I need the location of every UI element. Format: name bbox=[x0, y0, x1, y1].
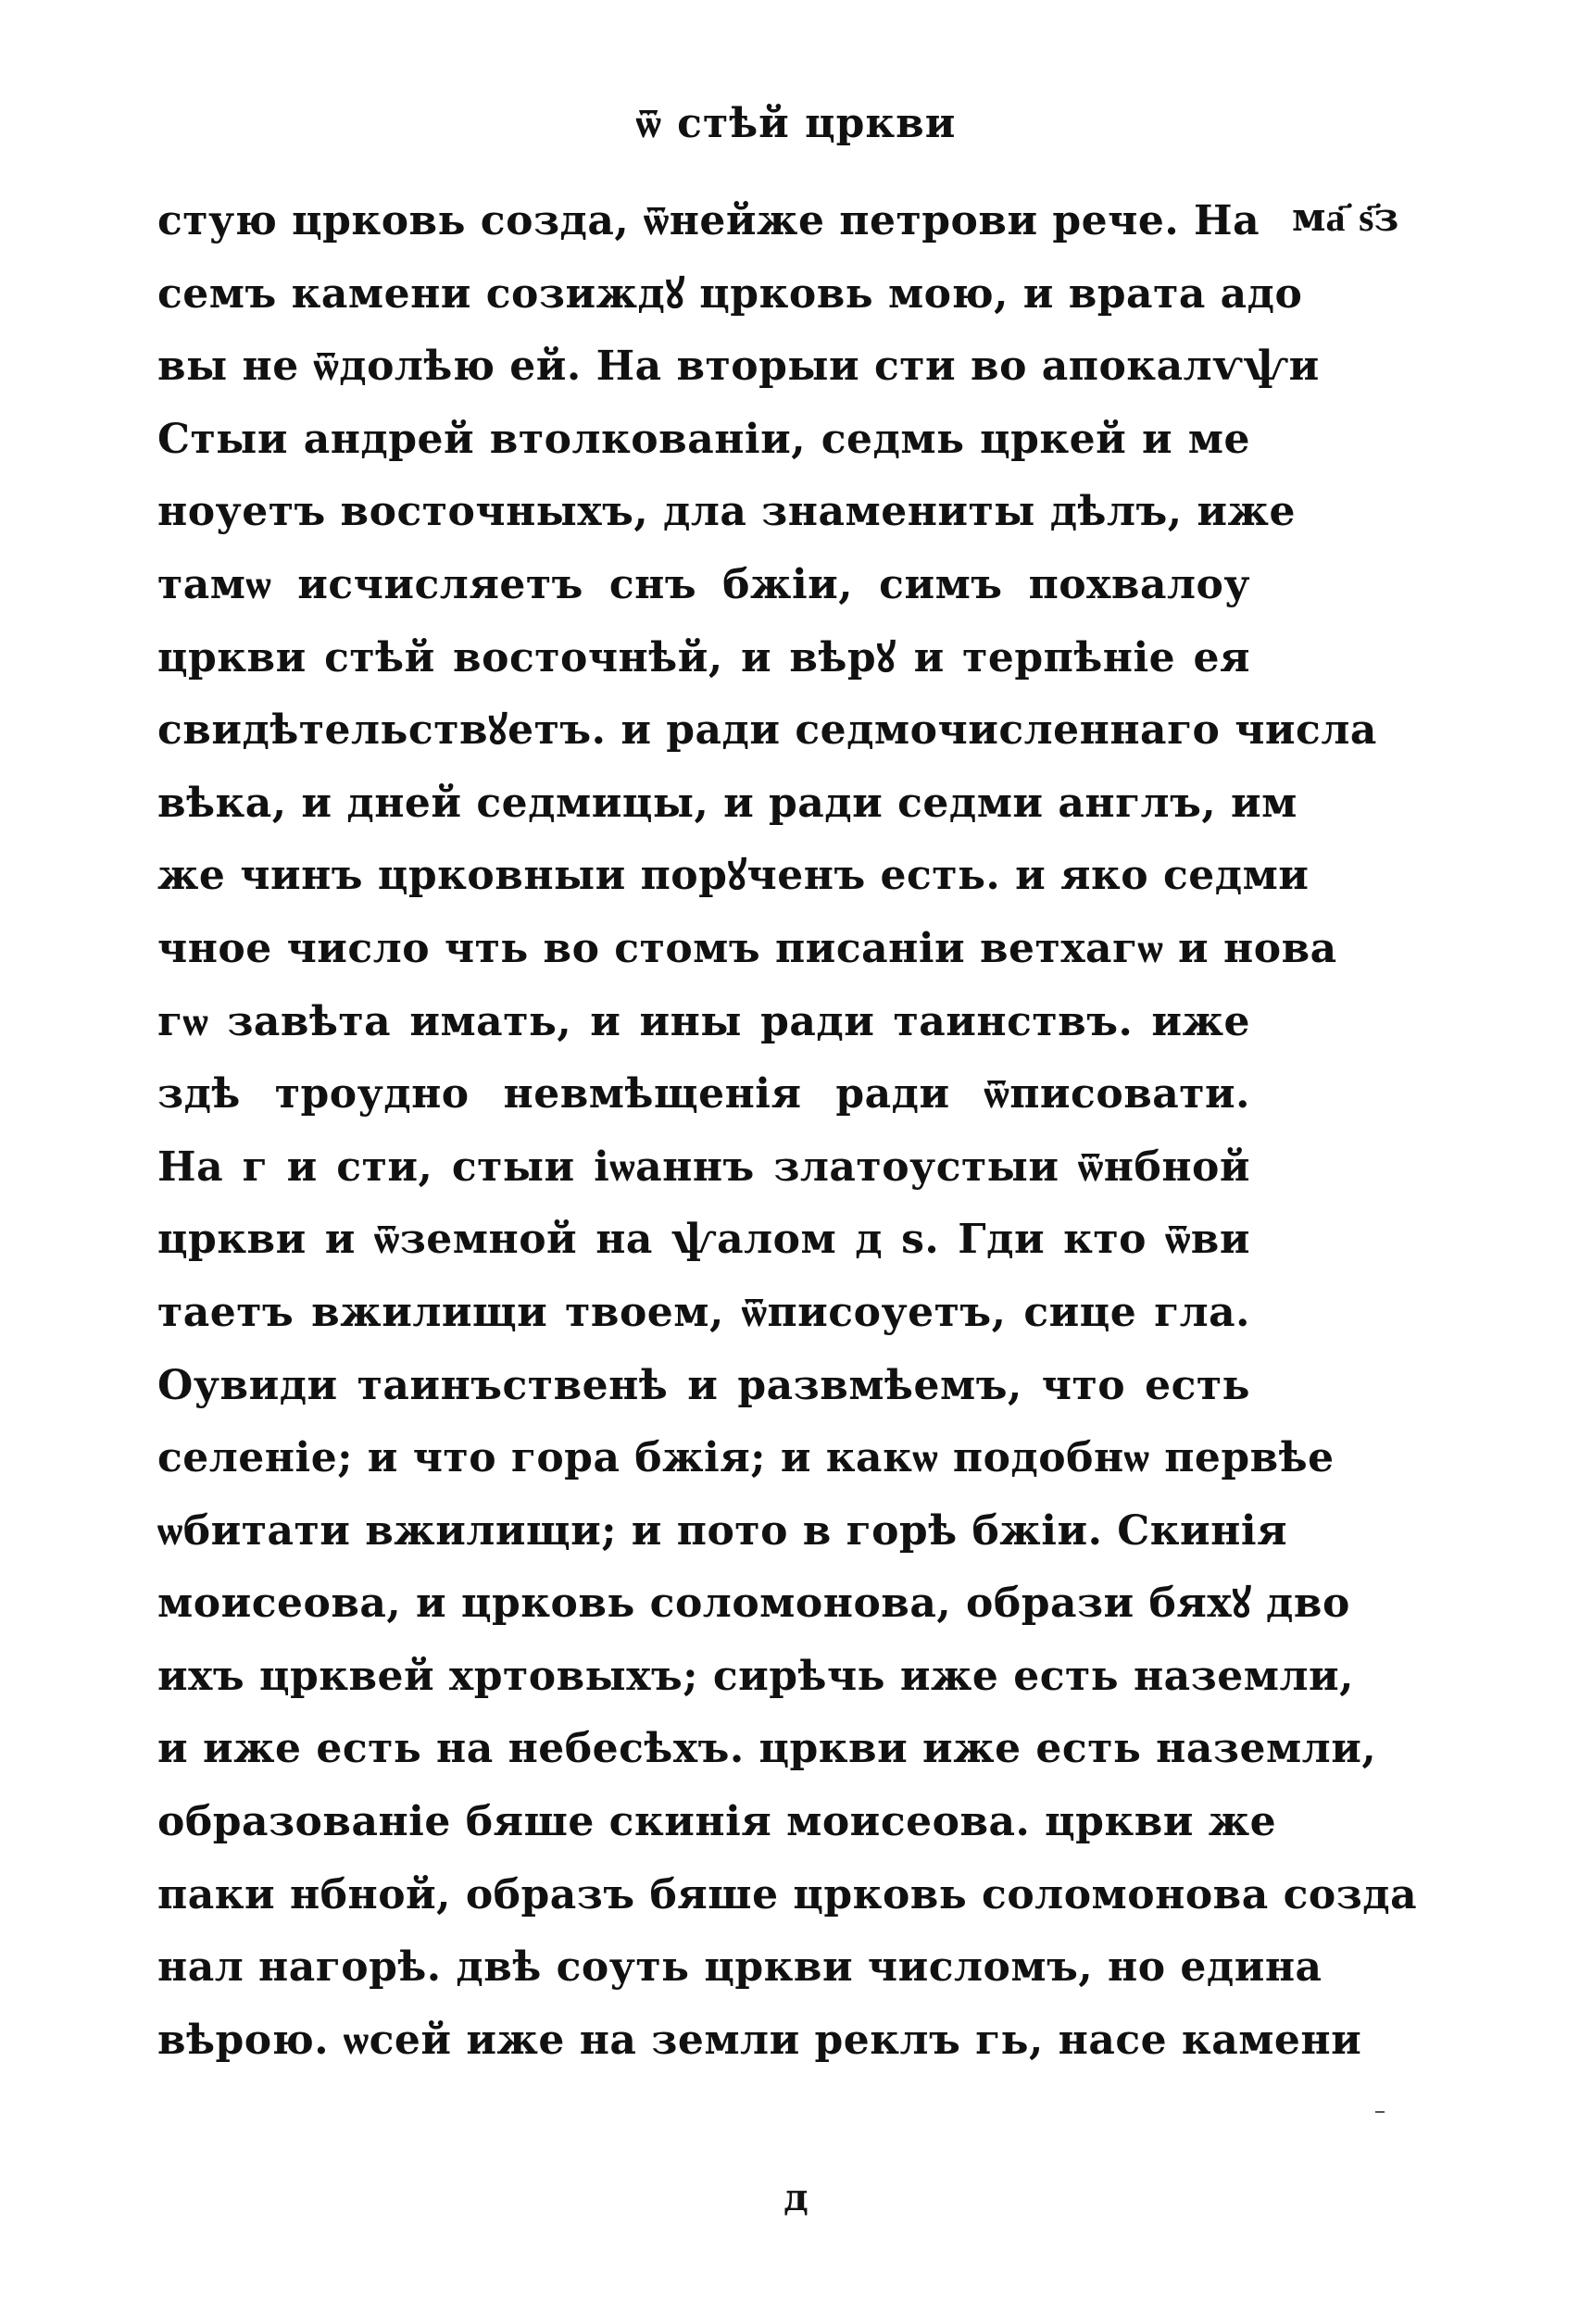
text-line: цркви и ѿземной на ѱалом д ѕ. Гди кто ѿви bbox=[157, 1216, 1250, 1264]
text-line: селеніе; и что гора бжія; и какѡ подобнѡ первѣе bbox=[157, 1434, 1335, 1482]
text-line: ихъ црквей хртовыхъ; сирѣчь иже есть наземли, bbox=[157, 1652, 1354, 1700]
text-line: чное число чть во стомъ писаніи ветхагѡ и нова bbox=[157, 924, 1337, 972]
text-line: вы не ѿдолѣю ей. На вторыи сти во апокалѵѱи bbox=[157, 343, 1320, 391]
ink-speck bbox=[1375, 2111, 1385, 2113]
text-line: гѡ завѣта имать, и ины ради таинствъ. иже bbox=[157, 997, 1250, 1045]
text-line: моисеова, и црковь соломонова, образи бяхꙋ дво bbox=[157, 1580, 1350, 1628]
text-line: таетъ вжилищи твоем, ѿписоуетъ, сице гла. bbox=[157, 1288, 1250, 1336]
text-line: и иже есть на небесѣхъ. цркви иже есть наземли, bbox=[157, 1725, 1377, 1773]
text-line: ноуетъ восточныхъ, дла знамениты дѣлъ, иже bbox=[157, 488, 1296, 536]
text-line: же чинъ црковныи порꙋченъ есть. и яко седми bbox=[157, 852, 1310, 900]
page-signature: д bbox=[783, 2176, 809, 2219]
text-line: вѣрою. ѡсей иже на земли реклъ гь, насе камени bbox=[157, 2016, 1362, 2064]
text-line: нал нагорѣ. двѣ соуть цркви числомъ, но едина bbox=[157, 1943, 1322, 1992]
text-line: Оувиди таинъственѣ и развмѣемъ, что есть bbox=[157, 1361, 1250, 1409]
text-line: Стыи андрей втолкованіи, седмь цркей и ме bbox=[157, 415, 1250, 463]
text-line: образованіе бяше скинія моисеова. цркви же bbox=[157, 1798, 1277, 1846]
text-line: На г и сти, стыи іѡаннъ златоустыи ѿнбной bbox=[157, 1143, 1250, 1191]
margin-reference: ма҃ ѕ҃з bbox=[1292, 194, 1399, 240]
text-line: свидѣтельствꙋетъ. и ради седмочисленнаго числа bbox=[157, 706, 1377, 755]
text-line: вѣка, и дней седмицы, и ради седми англъ, им bbox=[157, 779, 1297, 827]
text-line: семъ камени созиждꙋ црковь мою, и врата адо bbox=[157, 269, 1303, 318]
text-line: стую црковь созда, ѿнейже петрови рече. На bbox=[157, 197, 1260, 244]
text-line: ѡбитати вжилищи; и пото в горѣ бжіи. Скинія bbox=[157, 1506, 1288, 1555]
text-line: здѣ троудно невмѣщенія ради ѿписовати. bbox=[157, 1070, 1250, 1118]
running-head: ѿ стѣй цркви bbox=[635, 100, 957, 147]
text-line: цркви стѣй восточнѣй, и вѣрꙋ и терпѣніе ея bbox=[157, 633, 1250, 681]
text-line: тамѡ исчисляетъ снъ бжіи, симъ похвалоу bbox=[157, 560, 1250, 608]
text-line: паки нбной, образъ бяше црковь соломонова созда bbox=[157, 1870, 1418, 1918]
